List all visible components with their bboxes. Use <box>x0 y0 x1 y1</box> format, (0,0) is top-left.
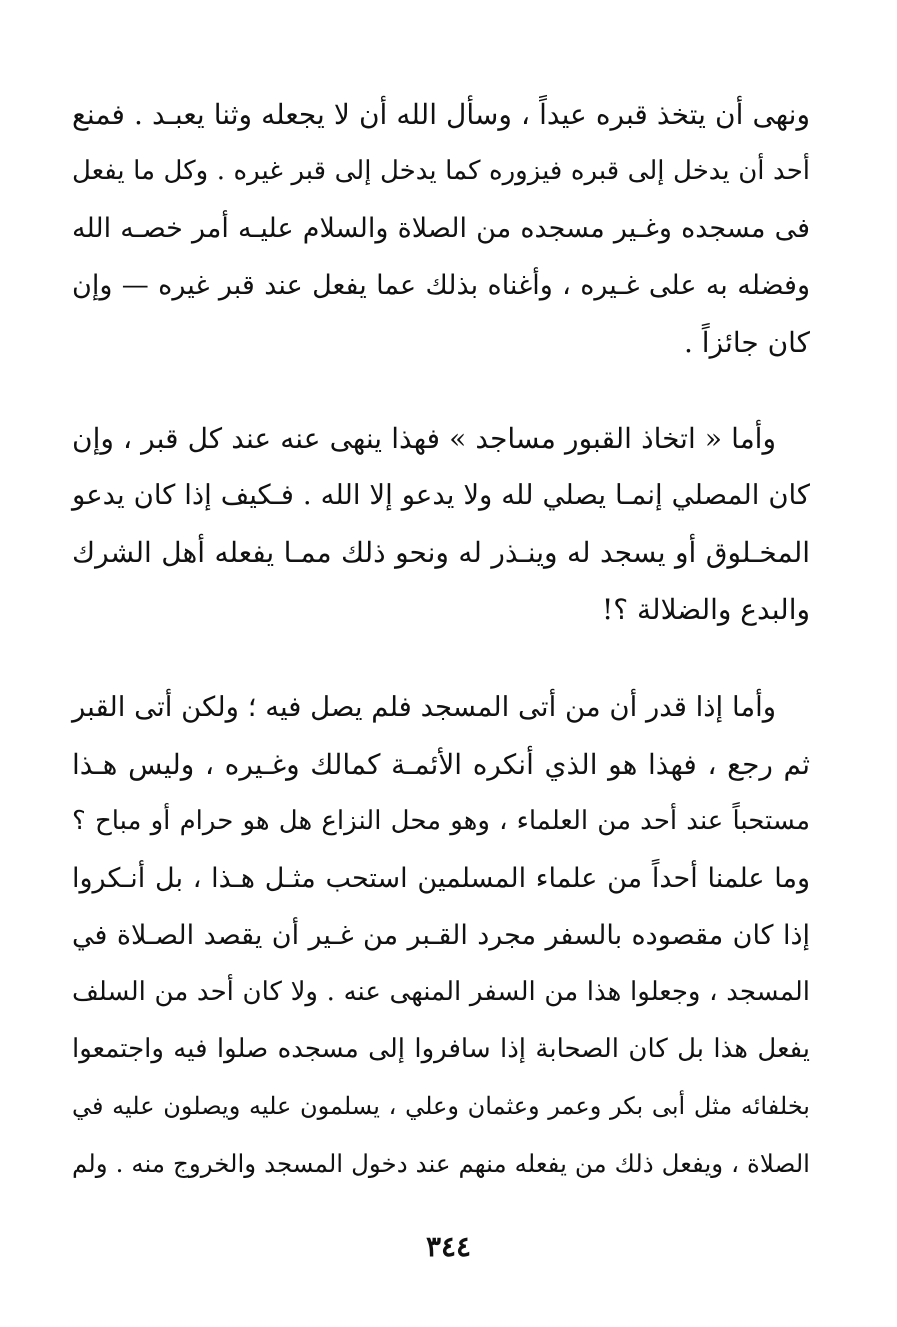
paragraph-gap <box>72 638 810 679</box>
text-line: وفضله به على غـيره ، وأغناه بذلك عما يفعل عند قبر غيره — وإن <box>72 270 810 301</box>
text-line: إذا كان مقصوده بالسفر مجرد القـبر من غـير أن يقصد الصـلاة في <box>72 920 810 951</box>
paragraph-gap <box>72 371 810 410</box>
text-line: وما علمنا أحداً من علماء المسلمين استحب مثـل هـذا ، بل أنـكروا <box>72 863 810 894</box>
paragraph-3 <box>72 679 810 1192</box>
text-line: المخـلوق أو يسجد له وينـذر له ونحو ذلك ممـا يفعله أهل الشرك <box>72 536 811 569</box>
page-body <box>72 86 810 1192</box>
text-line: المسجد ، وجعلوا هذا من السفر المنهى عنه . ولا كان أحد من السلف <box>72 977 810 1007</box>
text-line: الصلاة ، ويفعل ذلك من يفعله منهم عند دخول المسجد والخروج منه . ولم <box>72 1149 810 1178</box>
text-line: يفعل هذا بل كان الصحابة إذا سافروا إلى مسجده صلوا فيه واجتمعوا <box>72 1034 810 1064</box>
text-line: والبدع والضلالة ؟! <box>602 593 810 626</box>
text-line: ثم رجع ، فهذا هو الذي أنكره الأئمـة كمالك وغـيره ، وليس هـذا <box>72 748 810 781</box>
text-line: وأما إذا قدر أن من أتى المسجد فلم يصل فيه ؛ ولكن أتى القبر <box>72 691 776 723</box>
text-line: أحد أن يدخل إلى قبره فيزوره كما يدخل إلى قبر غيره . وكل ما يفعل <box>72 156 810 186</box>
text-line: وأما « اتخاذ القبور مساجد » فهذا ينهى عنه عند كل قبر ، وإن <box>72 422 776 455</box>
text-line: مستحباً عند أحد من العلماء ، وهو محل النزاع هل هو حرام أو مباح ؟ <box>72 806 810 836</box>
text-line: كان المصلي إنمـا يصلي لله ولا يدعو إلا الله . فـكيف إذا كان يدعو <box>72 479 810 511</box>
paragraph-2 <box>72 410 810 638</box>
page-number: ٣٤٤ <box>425 1230 472 1263</box>
text-line: كان جائزاً . <box>684 326 810 359</box>
text-line: بخلفائه مثل أبى بكر وعمر وعثمان وعلي ، يسلمون عليه ويصلون عليه في <box>72 1092 810 1120</box>
text-line: ونهى أن يتخذ قبره عيداً ، وسأل الله أن لا يجعله وثنا يعبـد . فمنع <box>72 98 811 131</box>
text-line: فى مسجده وغـير مسجده من الصلاة والسلام عليـه أمر خصـه الله <box>72 213 810 244</box>
paragraph-1 <box>72 86 810 371</box>
